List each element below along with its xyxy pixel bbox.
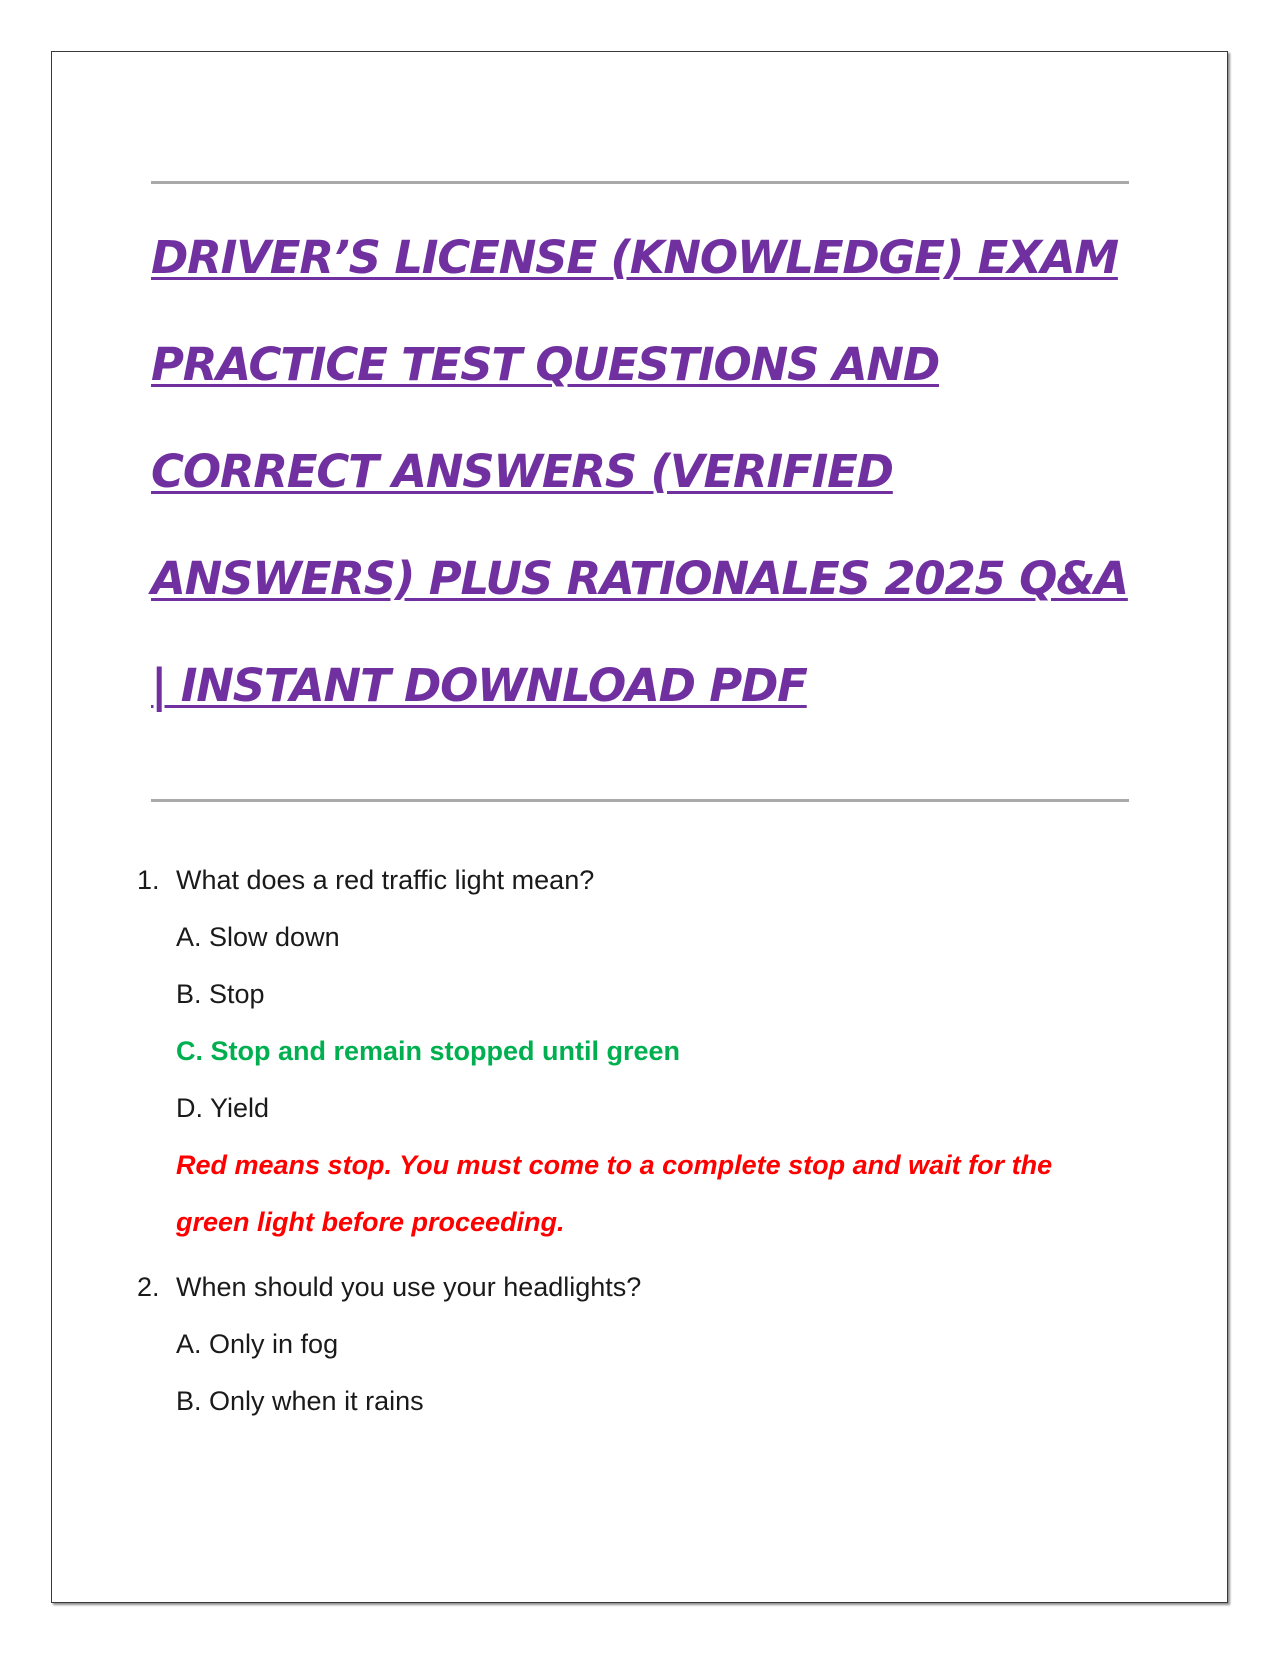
question-stem [0, 1259, 1280, 1316]
title-line-3: CORRECT ANSWERS (VERIFIED [151, 445, 893, 498]
top-divider [151, 181, 1129, 184]
title-line-4: ANSWERS) PLUS RATIONALES 2025 Q&A [151, 552, 1128, 605]
question-1 [0, 852, 1280, 1251]
question-text: When should you use your headlights? [176, 1272, 642, 1302]
question-number: 2. [137, 1272, 160, 1302]
document-title [151, 204, 1151, 739]
answer-option-d: D. Yield [176, 1093, 270, 1123]
answer-option-b: B. Only when it rains [176, 1386, 424, 1416]
question-number: 1. [137, 865, 160, 895]
question-2 [0, 1259, 1280, 1430]
answer-option-c-correct: C. Stop and remain stopped until green [176, 1036, 681, 1066]
title-line-5: | INSTANT DOWNLOAD PDF [151, 659, 807, 712]
title-line-1: DRIVER’S LICENSE (KNOWLEDGE) EXAM [151, 231, 1118, 284]
question-stem [0, 852, 1280, 909]
question-text: What does a red traffic light mean? [176, 865, 595, 895]
answer-option-a: A. Only in fog [176, 1329, 339, 1359]
question-list [0, 852, 1280, 1438]
answer-option-a: A. Slow down [176, 922, 340, 952]
answer-option-b: B. Stop [176, 979, 265, 1009]
answer-rationale: Red means stop. You must come to a complete stop and wait for the green light before proceeding. [176, 1150, 1053, 1237]
title-line-2: PRACTICE TEST QUESTIONS AND [151, 338, 939, 391]
bottom-divider [151, 799, 1129, 802]
